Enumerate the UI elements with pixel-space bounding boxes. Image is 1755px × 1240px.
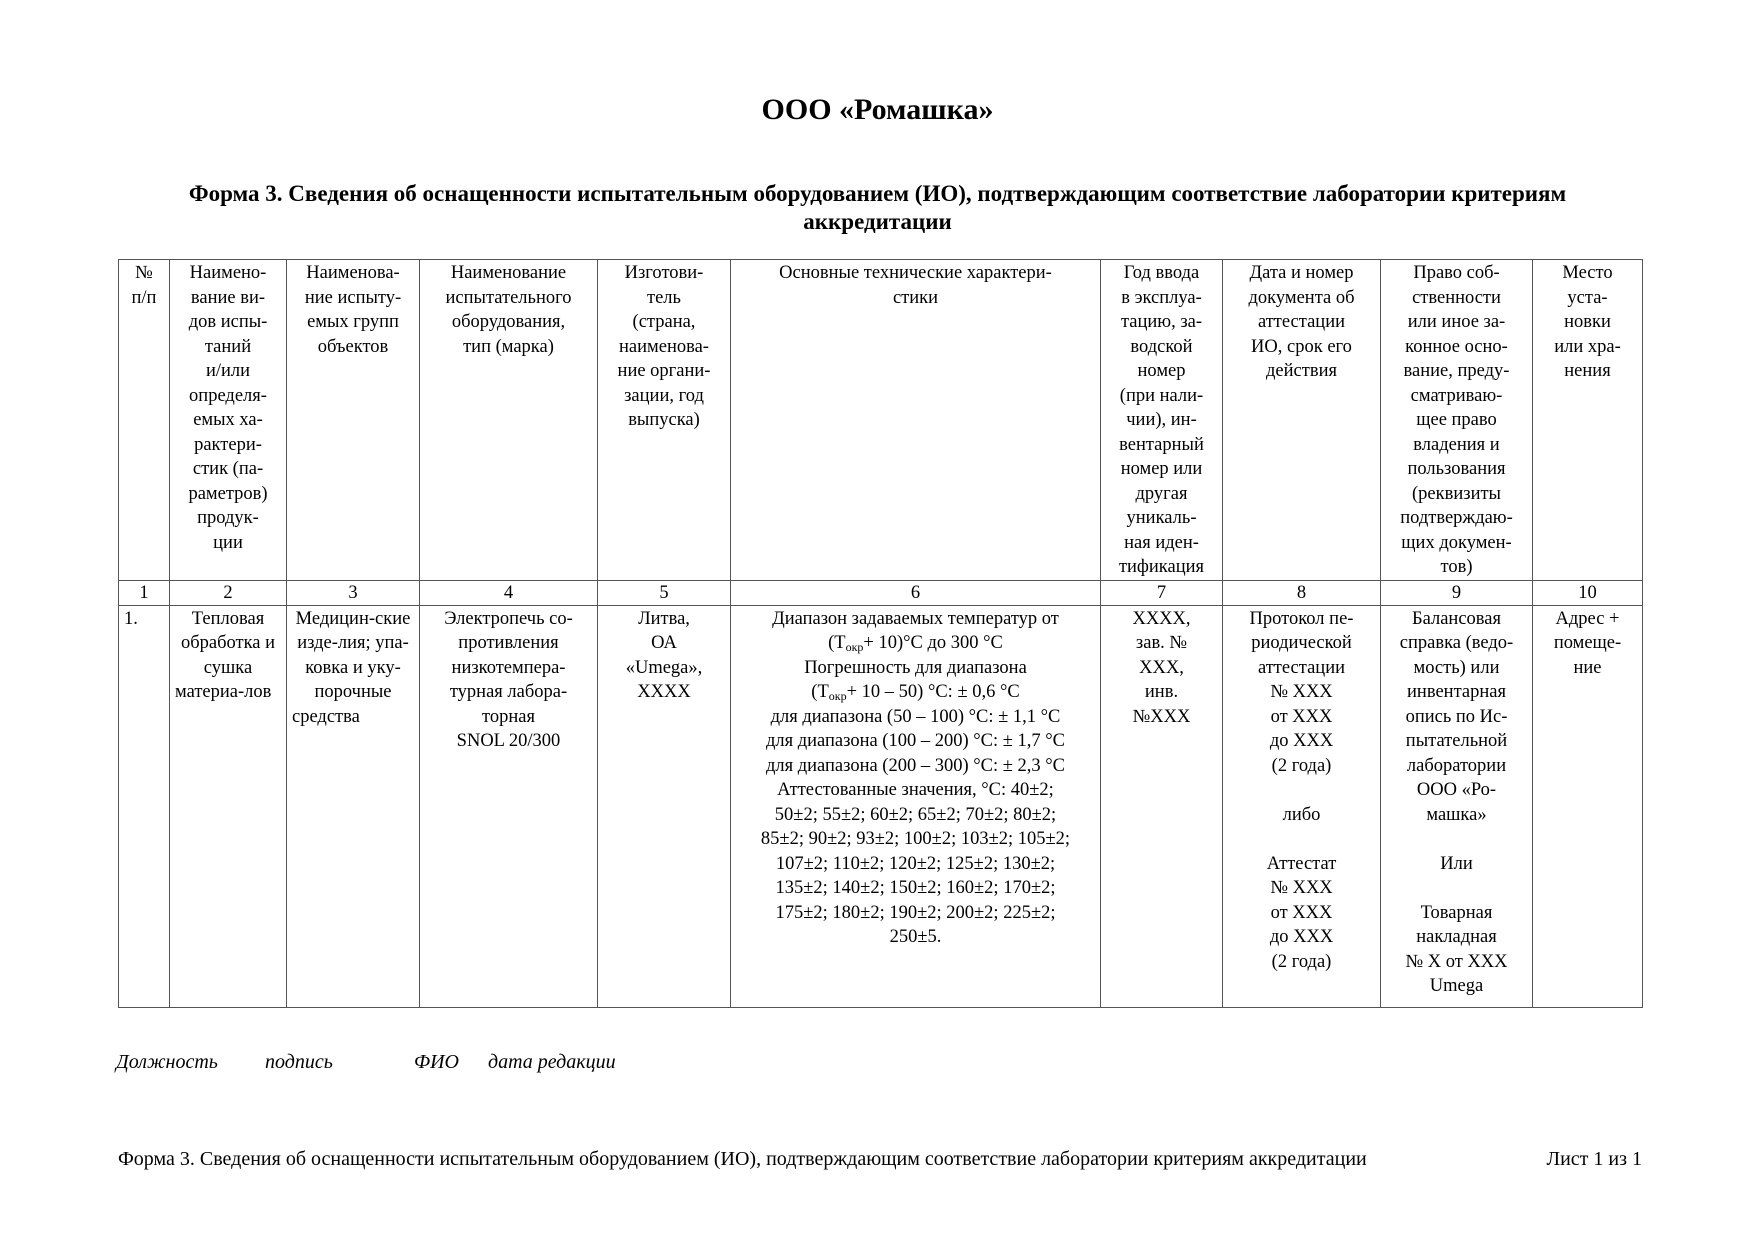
- header-line: ние органи-: [617, 361, 711, 381]
- cell-line: помеще-: [1553, 633, 1622, 653]
- column-number-row: [119, 580, 1643, 605]
- column-number: 1: [119, 580, 170, 605]
- header-line: номер: [1137, 361, 1186, 381]
- column-number: 2: [170, 580, 287, 605]
- cell-line: риодической: [1251, 633, 1352, 653]
- spec-line: Погрешность для диапазона: [804, 657, 1027, 678]
- header-cell-6: [731, 260, 1101, 581]
- location-cell: [1533, 605, 1643, 1007]
- header-line: Наименова-: [306, 263, 400, 283]
- header-cell-10: [1533, 260, 1643, 581]
- cell-line: зав. №: [1135, 633, 1188, 653]
- column-number: 8: [1223, 580, 1381, 605]
- header-line: ная иден-: [1124, 532, 1199, 553]
- header-line: объектов: [317, 336, 389, 357]
- cell-line: инвентарная: [1407, 682, 1506, 702]
- column-number: 3: [287, 580, 420, 605]
- signature-position: Должность: [116, 1051, 218, 1073]
- header-line: Наимено-: [189, 263, 267, 283]
- cell-line: Или: [1440, 853, 1473, 874]
- header-line: ние испыту-: [304, 287, 402, 308]
- header-line: щих докумен-: [1401, 532, 1512, 553]
- cell-line: [1228, 778, 1375, 803]
- cell-line: SNOL 20/300: [456, 731, 561, 751]
- header-line: определя-: [189, 385, 267, 406]
- signature-name: ФИО: [414, 1051, 459, 1073]
- cell-line: для диапазона (100 – 200) °С: ± 1,7 °С: [765, 731, 1066, 751]
- header-line: Изготови-: [624, 263, 704, 283]
- page-number: Лист 1 из 1: [1546, 1148, 1642, 1170]
- cell-line: опись по Ис-: [1405, 706, 1508, 727]
- header-cell-8: [1223, 260, 1381, 581]
- header-line: в эксплуа-: [1121, 287, 1202, 308]
- header-line: вание, преду-: [1403, 361, 1510, 381]
- cell-line: противления: [458, 633, 559, 653]
- header-line: аттестации: [1257, 312, 1345, 332]
- header-line: новки: [1564, 312, 1611, 332]
- header-line: продук-: [197, 508, 259, 528]
- ownership-cell: [1381, 605, 1533, 1007]
- column-number: 4: [420, 580, 598, 605]
- cell-line: ние: [1573, 657, 1602, 678]
- header-line: емых групп: [307, 312, 399, 332]
- form-title: [110, 180, 1645, 236]
- cell-line: Аттестат: [1266, 853, 1337, 874]
- header-line: тификация: [1118, 557, 1205, 577]
- header-line: рактери-: [194, 434, 262, 455]
- cell-line: «Umega»,: [625, 657, 703, 678]
- specifications-cell: [731, 605, 1101, 1007]
- header-line: Право соб-: [1413, 263, 1500, 283]
- attestation-cell: [1223, 605, 1381, 1007]
- cell-line: справка (ведо-: [1399, 633, 1514, 653]
- header-line: выпуска): [628, 410, 700, 430]
- cell-line: 107±2; 110±2; 120±2; 125±2; 130±2;: [775, 853, 1056, 874]
- cell-line: Электропечь со-: [444, 608, 573, 629]
- header-line: водской: [1130, 336, 1193, 357]
- cell-line: Товарная: [1420, 902, 1493, 923]
- header-line: уникаль-: [1126, 508, 1197, 528]
- cell-line: №ХХХ: [1132, 706, 1191, 727]
- cell-line: для диапазона (50 – 100) °С: ± 1,1 °С: [770, 706, 1061, 727]
- header-line: ственности: [1412, 287, 1501, 308]
- header-cell-9: [1381, 260, 1533, 581]
- header-line: ции: [213, 532, 243, 553]
- header-line: №: [135, 263, 153, 283]
- cell-line: Аттестованные значения, °С: 40±2;: [777, 780, 1054, 800]
- header-cell-1: [119, 260, 170, 581]
- header-line: Дата и номер: [1249, 263, 1354, 283]
- column-number: 10: [1533, 580, 1643, 605]
- header-line: Основные технические характери-: [779, 263, 1052, 283]
- header-line: владения и: [1413, 434, 1500, 455]
- cell-line: ХХХХ,: [1132, 608, 1191, 629]
- cell-line: 85±2; 90±2; 93±2; 100±2; 103±2; 105±2;: [760, 829, 1071, 849]
- header-line: Наименование: [450, 263, 567, 283]
- header-line: тацию, за-: [1120, 312, 1203, 332]
- cell-line: низкотемпера-: [451, 657, 566, 678]
- column-number: 6: [731, 580, 1101, 605]
- header-line: тов): [1440, 557, 1473, 577]
- cell-line: [1228, 827, 1375, 852]
- header-line: оборудования,: [451, 312, 566, 332]
- header-cell-2: [170, 260, 287, 581]
- header-line: (при нали-: [1119, 385, 1204, 406]
- column-number: 5: [598, 580, 731, 605]
- header-line: Место: [1562, 263, 1613, 283]
- form-title-line-1: Форма 3. Сведения об оснащенности испытательным оборудованием (ИО), подтверждающим соответствие лаборатории критериям: [188, 181, 1567, 206]
- header-line: документа об: [1248, 287, 1355, 308]
- header-cell-4: [420, 260, 598, 581]
- cell-line: 135±2; 140±2; 150±2; 160±2; 170±2;: [775, 878, 1056, 898]
- spec-line: Диапазон задаваемых температур от: [772, 608, 1059, 629]
- cell-line: ОА: [651, 633, 677, 653]
- header-cell-5: [598, 260, 731, 581]
- header-line: тель: [647, 287, 681, 308]
- header-line: зации, год: [624, 385, 704, 406]
- cell-line: лаборатории: [1406, 755, 1507, 776]
- header-line: (реквизиты: [1412, 483, 1501, 504]
- header-line: пользования: [1407, 459, 1506, 479]
- column-number: 7: [1101, 580, 1223, 605]
- header-line: или хра-: [1554, 336, 1621, 357]
- cell-line: 50±2; 55±2; 60±2; 65±2; 70±2; 80±2;: [774, 804, 1057, 825]
- cell-line: пытательной: [1405, 731, 1508, 751]
- cell-line: машка»: [1426, 804, 1487, 825]
- cell-line: для диапазона (200 – 300) °С: ± 2,3 °С: [765, 755, 1066, 776]
- equipment-name-cell: [420, 605, 598, 1007]
- form-title-line-2: аккредитации: [803, 209, 952, 234]
- manufacturer-cell: [598, 605, 731, 1007]
- cell-line: ХХХХ: [637, 682, 691, 702]
- header-line: щее право: [1416, 410, 1497, 430]
- cell-line: до ХХХ: [1269, 731, 1334, 751]
- cell-line: от ХХХ: [1270, 902, 1333, 923]
- cell-line: Адрес +: [1555, 608, 1620, 629]
- header-line: конное осно-: [1405, 336, 1508, 357]
- cell-line: № ХХХ: [1270, 878, 1333, 898]
- equipment-table: [118, 259, 1643, 1008]
- cell-line: Протокол пе-: [1249, 608, 1354, 629]
- cell-line: 250±5.: [889, 927, 942, 947]
- cell-line: 175±2; 180±2; 190±2; 200±2; 225±2;: [775, 902, 1056, 923]
- cell-line: (2 года): [1271, 951, 1332, 972]
- cell-line: турная лабора-: [449, 682, 568, 702]
- header-line: таний: [204, 336, 252, 357]
- signature-sign: подпись: [265, 1051, 333, 1073]
- header-line: действия: [1266, 361, 1337, 381]
- spec-line: $(Т_{окр}+ 10)^\circ С$ до 300 °С: [828, 633, 1003, 654]
- header-line: испытательного: [445, 287, 572, 308]
- cell-line: Umega: [1429, 976, 1484, 996]
- cell-line: накладная: [1416, 927, 1497, 947]
- header-line: раметров): [188, 483, 268, 504]
- header-line: Год ввода: [1123, 263, 1200, 283]
- cell-line: ООО «Ро-: [1416, 780, 1497, 800]
- cell-line: [1386, 876, 1527, 901]
- organization-title: ООО «Ромашка»: [761, 93, 994, 126]
- cell-line: торная: [482, 706, 535, 727]
- header-line: стики: [892, 287, 939, 308]
- header-line: наименова-: [619, 336, 709, 357]
- cell-line: либо: [1282, 804, 1321, 825]
- header-cell-3: [287, 260, 420, 581]
- spec-line: $(Т_{окр}+ 10 - 50) ^\circ С$: ± 0,6 °С: [811, 682, 1020, 703]
- cell-line: аттестации: [1257, 657, 1345, 678]
- cell-line: от ХХХ: [1270, 706, 1333, 727]
- cell-line: Литва,: [638, 608, 690, 629]
- header-line: тип (марка): [463, 336, 554, 357]
- header-line: нения: [1564, 361, 1611, 381]
- header-line: номер или: [1120, 459, 1203, 479]
- header-line: подтверждаю-: [1400, 508, 1513, 528]
- header-line: стик (па-: [192, 459, 264, 479]
- row-number-cell: 1.: [119, 605, 170, 1007]
- header-line: и/или: [205, 361, 251, 381]
- header-line: дов испы-: [188, 312, 268, 332]
- object-group-cell: Медицин-ские изде-лия; упа-ковка и уку-порочные средства: [287, 605, 420, 1007]
- cell-line: до ХХХ: [1269, 927, 1334, 947]
- header-line: уста-: [1567, 287, 1608, 308]
- header-cell-7: [1101, 260, 1223, 581]
- header-line: вентарный: [1119, 434, 1204, 455]
- header-line: чии), ин-: [1126, 410, 1197, 430]
- header-line: (страна,: [632, 312, 696, 332]
- header-line: п/п: [131, 287, 157, 308]
- cell-line: [1386, 827, 1527, 852]
- cell-line: № Х от ХХХ: [1405, 951, 1508, 972]
- header-line: сматриваю-: [1410, 385, 1503, 406]
- table-header-row: [119, 260, 1643, 581]
- identification-cell: [1101, 605, 1223, 1007]
- cell-line: ХХХ,: [1139, 657, 1184, 678]
- column-number: 9: [1381, 580, 1533, 605]
- cell-line: Балансовая: [1411, 608, 1501, 629]
- test-type-cell: Тепловая обработка и сушка материа-лов: [170, 605, 287, 1007]
- cell-line: № ХХХ: [1270, 682, 1333, 702]
- signature-date: дата редакции: [488, 1051, 616, 1073]
- header-line: емых ха-: [193, 410, 263, 430]
- header-line: другая: [1135, 483, 1188, 504]
- header-line: или иное за-: [1407, 312, 1506, 332]
- header-line: ИО, срок его: [1251, 336, 1352, 357]
- table-row: [119, 605, 1643, 1007]
- header-line: вание ви-: [190, 287, 266, 308]
- cell-line: мость) или: [1413, 657, 1500, 678]
- footer-text: Форма 3. Сведения об оснащенности испытательным оборудованием (ИО), подтверждающим соответствие лаборатории критериям аккредитации: [118, 1148, 1367, 1170]
- cell-line: (2 года): [1271, 755, 1332, 776]
- cell-line: инв.: [1144, 682, 1179, 702]
